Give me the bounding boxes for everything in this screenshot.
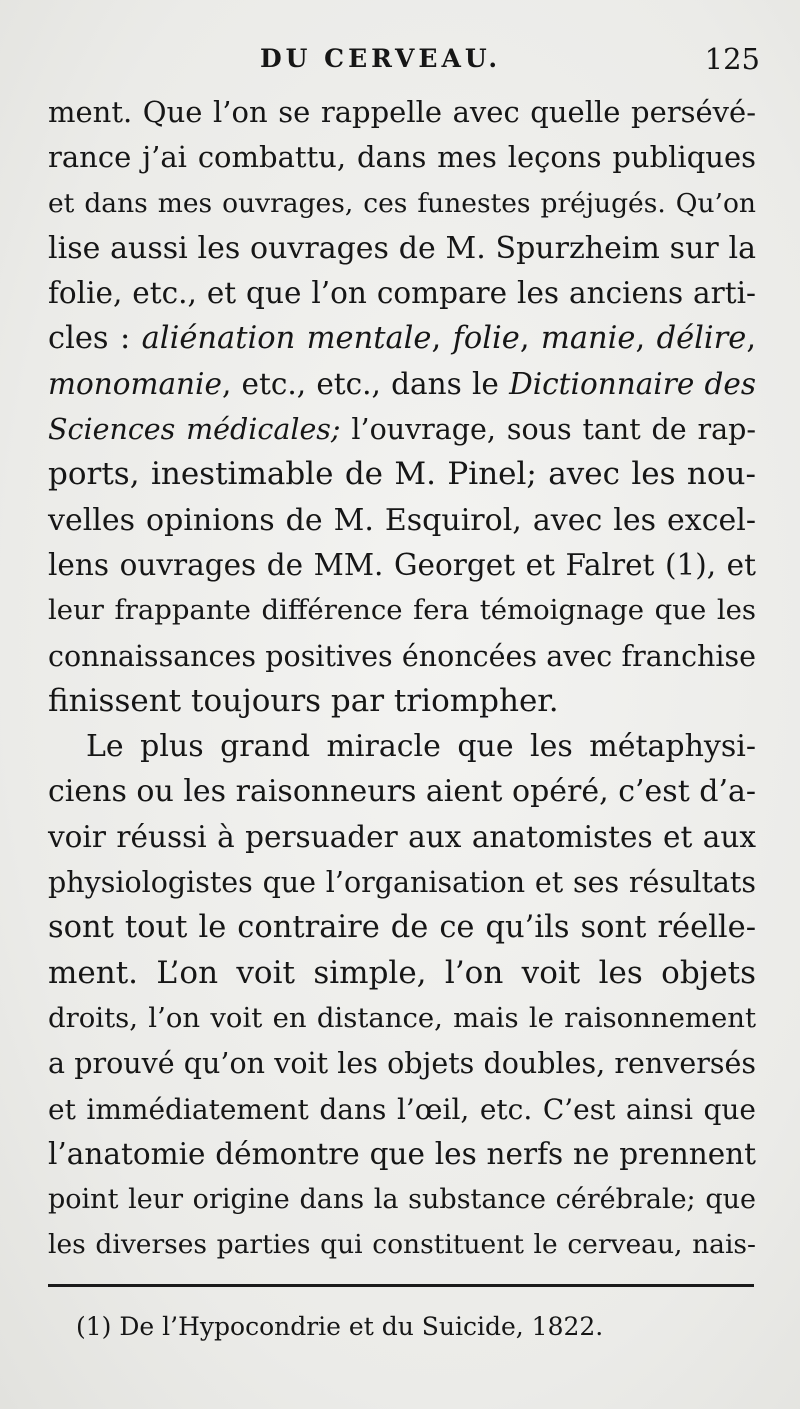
text-line: Sciences médicales; l’ouvrage, sous tant de rap- bbox=[48, 413, 756, 447]
text-line: les diverses parties qui constituent le cerveau, nais- bbox=[48, 1229, 756, 1261]
text-line: ports, inestimable de M. Pinel; avec les nou- bbox=[48, 456, 756, 493]
text-line: monomanie, etc., etc., dans le Dictionnaire des bbox=[48, 366, 756, 401]
text-line: voir réussi à persuader aux anatomistes et aux bbox=[48, 819, 756, 854]
text-line: ment. Que l’on se rappelle avec quelle persévé- bbox=[48, 95, 756, 129]
footnote: (1) De l’Hypocondrie et du Suicide, 1822. bbox=[76, 1312, 604, 1341]
text-line: cles : aliénation mentale, folie, manie, délire, bbox=[48, 321, 757, 357]
italic-title: Dictionnaire des bbox=[509, 366, 756, 401]
italic-term: folie bbox=[452, 321, 520, 357]
text-line: point leur origine dans la substance cérébrale; que bbox=[48, 1184, 756, 1216]
paragraph-start-line: Le plus grand miracle que les métaphysi- bbox=[86, 729, 756, 765]
text-line: lens ouvrages de MM. Georget et Falret (1), et bbox=[48, 547, 756, 582]
text-line: droits, l’on voit en distance, mais le raisonnement bbox=[48, 1001, 756, 1034]
italic-term: aliénation mentale bbox=[141, 321, 432, 357]
text-line: velles opinions de M. Esquirol, avec les excel- bbox=[48, 502, 756, 538]
text-line: et dans mes ouvrages, ces funestes préjugés. Qu’on bbox=[48, 187, 756, 219]
italic-term: délire bbox=[656, 321, 747, 357]
text-line: l’anatomie démontre que les nerfs ne prennent bbox=[48, 1136, 756, 1171]
text-line: physiologistes que l’organisation et ses résultats bbox=[48, 866, 756, 900]
italic-term: monomanie bbox=[48, 366, 222, 401]
text-line: a prouvé qu’on voit les objets doubles, renversés bbox=[48, 1047, 756, 1081]
italic-term: manie bbox=[540, 321, 636, 357]
text-line: ciens ou les raisonneurs aient opéré, c’est d’a- bbox=[48, 774, 757, 810]
text-line: leur frappante différence fera témoignage que les bbox=[48, 594, 756, 627]
running-title: DU CERVEAU. bbox=[260, 44, 502, 73]
text-line: lise aussi les ouvrages de M. Spurzheim sur la bbox=[48, 230, 756, 266]
text-line: sont tout le contraire de ce qu’ils sont réelle- bbox=[48, 910, 756, 946]
page-header bbox=[48, 42, 760, 82]
page-number: 125 bbox=[704, 42, 760, 76]
footnote-rule bbox=[48, 1284, 754, 1287]
text-line: connaissances positives énoncées avec franchise bbox=[48, 639, 756, 673]
text-line: ment. L’on voit simple, l’on voit les objets bbox=[48, 954, 756, 991]
italic-title: Sciences médicales; bbox=[48, 413, 341, 447]
text-line: folie, etc., et que l’on compare les anciens arti- bbox=[48, 276, 756, 311]
paragraph-end-line: finissent toujours par triompher. bbox=[48, 682, 559, 719]
text-line: et immédiatement dans l’œil, etc. C’est ainsi que bbox=[48, 1092, 756, 1126]
body-text bbox=[48, 90, 756, 1268]
text-line: rance j’ai combattu, dans mes leçons publiques bbox=[48, 140, 756, 175]
